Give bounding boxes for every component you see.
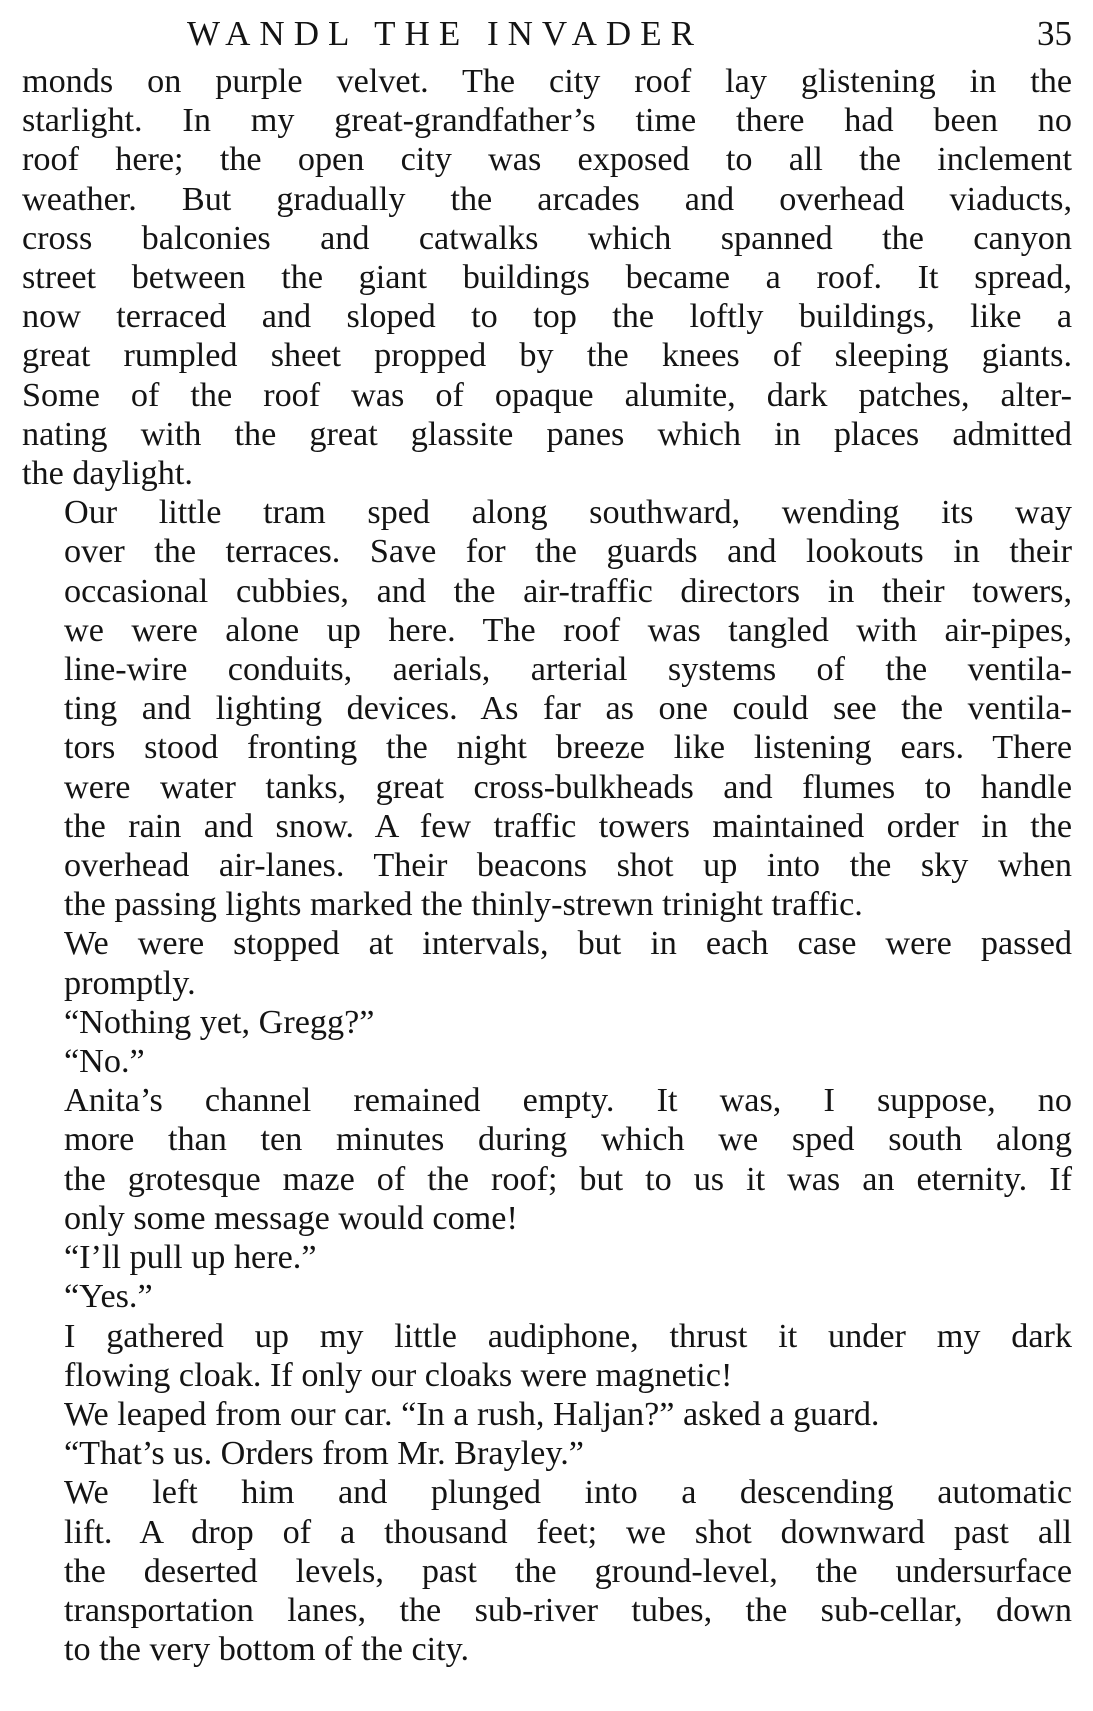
text-line: the daylight. — [22, 455, 193, 493]
text-line: monds on purple velvet. The city roof lay glistening in the — [22, 63, 1072, 100]
paragraph — [22, 1042, 1072, 1081]
text-line: more than ten minutes during which we sped south along — [64, 1121, 1072, 1159]
text-line: We were stopped at intervals, but in each case were passed — [64, 925, 1072, 963]
text-line: only some message would come! — [64, 1199, 518, 1237]
text-line: “Yes.” — [64, 1278, 153, 1316]
paragraph — [22, 1473, 1072, 1669]
text-line: flowing cloak. If only our cloaks were magnetic! — [64, 1356, 733, 1394]
text-line: cross balconies and catwalks which spanned the canyon — [22, 219, 1072, 257]
text-line: the rain and snow. A few traffic towers maintained order in the — [64, 807, 1072, 845]
text-line: great rumpled sheet propped by the knees of sleeping giants. — [22, 337, 1072, 375]
text-line: over the terraces. Save for the guards and lookouts in their — [64, 533, 1072, 571]
text-line: “Nothing yet, Gregg?” — [64, 1003, 375, 1041]
page-number: 35 — [1037, 14, 1072, 53]
paragraph — [22, 1317, 1072, 1395]
text-line: We left him and plunged into a descending automatic — [64, 1474, 1072, 1512]
text-line: starlight. In my great-grandfather’s time there had been no — [22, 102, 1072, 140]
text-line: I gathered up my little audiphone, thrust it under my dark — [64, 1317, 1072, 1355]
text-line: Our little tram sped along southward, wending its way — [64, 494, 1072, 532]
paragraph — [22, 1238, 1072, 1277]
text-line: line-wire conduits, aerials, arterial systems of the ventila- — [64, 651, 1072, 689]
paragraph — [22, 1277, 1072, 1316]
text-line: ting and lighting devices. As far as one could see the ventila- — [64, 690, 1072, 728]
text-line: “No.” — [64, 1043, 145, 1081]
text-line: were water tanks, great cross-bulkheads and flumes to handle — [64, 768, 1072, 806]
text-line: nating with the great glassite panes which in places admitted — [22, 415, 1072, 453]
text-line: the passing lights marked the thinly-strewn trinight traffic. — [64, 886, 863, 924]
text-line: to the very bottom of the city. — [64, 1631, 470, 1669]
text-line: lift. A drop of a thousand feet; we shot downward past all — [64, 1513, 1072, 1551]
text-line: tors stood fronting the night breeze like listening ears. There — [64, 729, 1072, 767]
text-line: the deserted levels, past the ground-level, the undersurface — [64, 1552, 1072, 1590]
paragraph — [22, 1003, 1072, 1042]
paragraph — [22, 1081, 1072, 1238]
paragraph — [22, 1434, 1072, 1473]
paragraph — [22, 924, 1072, 1002]
paragraph — [22, 493, 1072, 924]
text-line: Anita’s channel remained empty. It was, I suppose, no — [64, 1082, 1072, 1120]
text-line: weather. But gradually the arcades and overhead viaducts, — [22, 180, 1072, 218]
text-line: transportation lanes, the sub-river tubes, the sub-cellar, down — [64, 1591, 1072, 1629]
text-line: Some of the roof was of opaque alumite, dark patches, alter- — [22, 376, 1072, 414]
paragraph — [22, 62, 1072, 493]
text-line: occasional cubbies, and the air-traffic directors in their towers, — [64, 572, 1072, 610]
text-line: now terraced and sloped to top the loftly buildings, like a — [22, 298, 1072, 336]
text-line: “That’s us. Orders from Mr. Brayley.” — [64, 1435, 584, 1473]
text-line: roof here; the open city was exposed to all the inclement — [22, 141, 1072, 179]
text-line: the grotesque maze of the roof; but to us it was an eternity. If — [64, 1160, 1072, 1198]
body-text — [22, 62, 1072, 1669]
text-line: overhead air-lanes. Their beacons shot up into the sky when — [64, 847, 1072, 885]
running-title: WANDL THE INVADER — [187, 14, 703, 53]
text-line: promptly. — [64, 964, 196, 1002]
page-header — [22, 12, 1072, 62]
text-line: We leaped from our car. “In a rush, Haljan?” asked a guard. — [64, 1395, 880, 1433]
text-line: we were alone up here. The roof was tangled with air-pipes, — [64, 611, 1072, 649]
text-line: street between the giant buildings became a roof. It spread, — [22, 259, 1072, 297]
book-page — [22, 12, 1072, 1669]
text-line: “I’ll pull up here.” — [64, 1239, 317, 1277]
paragraph — [22, 1395, 1072, 1434]
